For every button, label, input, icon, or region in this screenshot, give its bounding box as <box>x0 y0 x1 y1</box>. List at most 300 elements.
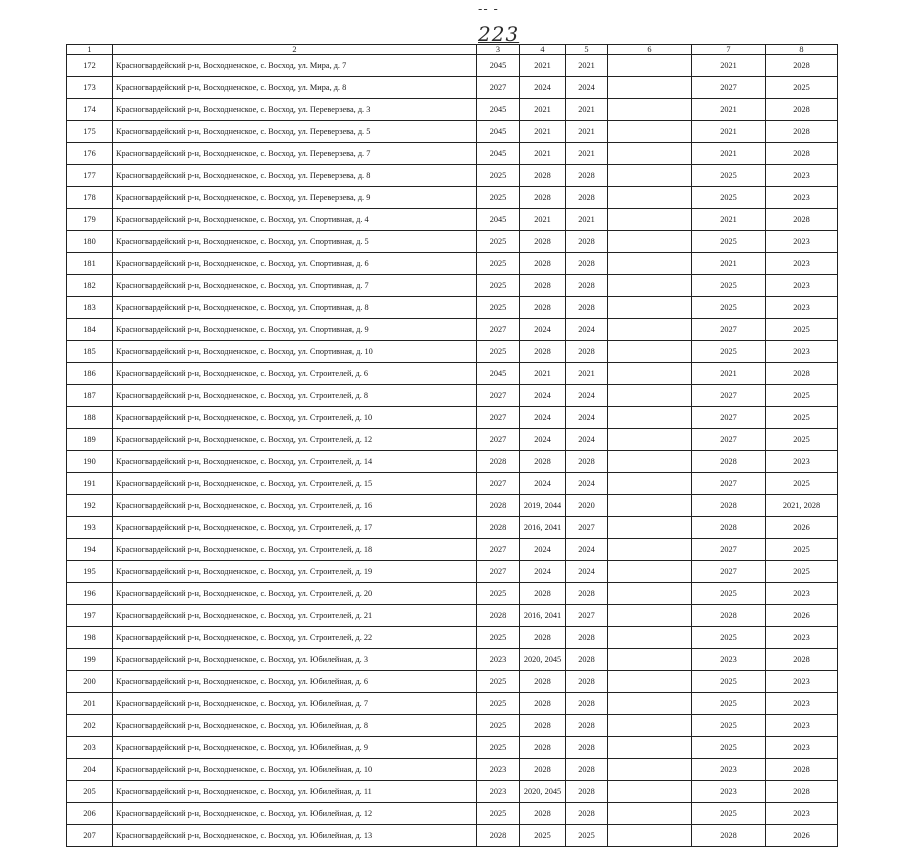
cell-address: Красногвардейский р-н, Восходненское, с. Восход, ул. Строителей, д. 21 <box>113 605 477 627</box>
cell-col-6 <box>608 583 692 605</box>
cell-address: Красногвардейский р-н, Восходненское, с. Восход, ул. Мира, д. 8 <box>113 77 477 99</box>
table-row <box>67 275 838 297</box>
cell-col-3: 2027 <box>477 77 520 99</box>
header-row <box>67 45 838 55</box>
cell-col-8: 2025 <box>766 561 838 583</box>
cell-col-8: 2023 <box>766 715 838 737</box>
cell-col-5: 2028 <box>566 275 608 297</box>
cell-col-7: 2025 <box>692 737 766 759</box>
cell-col-8: 2028 <box>766 363 838 385</box>
cell-address: Красногвардейский р-н, Восходненское, с. Восход, ул. Строителей, д. 10 <box>113 407 477 429</box>
cell-col-3: 2025 <box>477 253 520 275</box>
cell-row-number: 187 <box>67 385 113 407</box>
cell-col-6 <box>608 275 692 297</box>
table-row <box>67 781 838 803</box>
column-header-8: 8 <box>766 45 838 55</box>
cell-col-4: 2028 <box>520 583 566 605</box>
column-header-5: 5 <box>566 45 608 55</box>
cell-col-3: 2045 <box>477 363 520 385</box>
table-row <box>67 341 838 363</box>
cell-col-4: 2028 <box>520 297 566 319</box>
table-row <box>67 187 838 209</box>
cell-col-7: 2027 <box>692 407 766 429</box>
cell-col-8: 2025 <box>766 319 838 341</box>
cell-col-6 <box>608 561 692 583</box>
cell-col-5: 2028 <box>566 715 608 737</box>
cell-col-5: 2021 <box>566 209 608 231</box>
cell-col-4: 2028 <box>520 693 566 715</box>
cell-col-8: 2023 <box>766 671 838 693</box>
cell-col-6 <box>608 715 692 737</box>
cell-col-3: 2045 <box>477 143 520 165</box>
cell-col-8: 2026 <box>766 825 838 847</box>
table-row <box>67 825 838 847</box>
cell-col-6 <box>608 539 692 561</box>
column-header-3: 3 <box>477 45 520 55</box>
cell-col-3: 2023 <box>477 781 520 803</box>
cell-col-5: 2028 <box>566 231 608 253</box>
cell-col-3: 2025 <box>477 275 520 297</box>
cell-col-4: 2028 <box>520 803 566 825</box>
page-mark: -- - <box>478 2 499 16</box>
cell-col-4: 2021 <box>520 121 566 143</box>
cell-col-4: 2024 <box>520 429 566 451</box>
cell-address: Красногвардейский р-н, Восходненское, с. Восход, ул. Спортивная, д. 6 <box>113 253 477 275</box>
cell-col-7: 2028 <box>692 605 766 627</box>
cell-col-6 <box>608 737 692 759</box>
cell-address: Красногвардейский р-н, Восходненское, с. Восход, ул. Юбилейная, д. 10 <box>113 759 477 781</box>
table-row <box>67 495 838 517</box>
cell-col-7: 2028 <box>692 517 766 539</box>
cell-col-6 <box>608 495 692 517</box>
cell-col-5: 2028 <box>566 341 608 363</box>
cell-col-3: 2025 <box>477 341 520 363</box>
table-row <box>67 99 838 121</box>
cell-col-7: 2025 <box>692 715 766 737</box>
cell-col-7: 2025 <box>692 671 766 693</box>
cell-col-8: 2023 <box>766 583 838 605</box>
cell-row-number: 174 <box>67 99 113 121</box>
cell-col-6 <box>608 693 692 715</box>
cell-col-6 <box>608 165 692 187</box>
column-header-6: 6 <box>608 45 692 55</box>
cell-col-4: 2024 <box>520 77 566 99</box>
cell-address: Красногвардейский р-н, Восходненское, с. Восход, ул. Переверзева, д. 3 <box>113 99 477 121</box>
cell-col-8: 2023 <box>766 231 838 253</box>
cell-col-8: 2028 <box>766 759 838 781</box>
cell-col-3: 2027 <box>477 385 520 407</box>
cell-col-5: 2021 <box>566 99 608 121</box>
cell-col-5: 2028 <box>566 737 608 759</box>
cell-row-number: 196 <box>67 583 113 605</box>
cell-col-5: 2028 <box>566 671 608 693</box>
table-row <box>67 363 838 385</box>
cell-row-number: 197 <box>67 605 113 627</box>
cell-col-7: 2021 <box>692 209 766 231</box>
cell-col-5: 2021 <box>566 121 608 143</box>
cell-col-3: 2027 <box>477 539 520 561</box>
cell-col-8: 2026 <box>766 517 838 539</box>
cell-row-number: 181 <box>67 253 113 275</box>
cell-row-number: 199 <box>67 649 113 671</box>
cell-col-6 <box>608 385 692 407</box>
cell-address: Красногвардейский р-н, Восходненское, с. Восход, ул. Строителей, д. 16 <box>113 495 477 517</box>
cell-address: Красногвардейский р-н, Восходненское, с. Восход, ул. Строителей, д. 12 <box>113 429 477 451</box>
cell-col-7: 2023 <box>692 759 766 781</box>
cell-col-7: 2027 <box>692 77 766 99</box>
cell-col-4: 2028 <box>520 671 566 693</box>
cell-col-8: 2028 <box>766 209 838 231</box>
cell-col-6 <box>608 99 692 121</box>
cell-col-4: 2020, 2045 <box>520 649 566 671</box>
cell-col-4: 2028 <box>520 253 566 275</box>
cell-col-3: 2045 <box>477 55 520 77</box>
cell-col-6 <box>608 297 692 319</box>
cell-col-8: 2025 <box>766 473 838 495</box>
cell-col-8: 2023 <box>766 627 838 649</box>
cell-col-5: 2024 <box>566 561 608 583</box>
cell-row-number: 191 <box>67 473 113 495</box>
cell-col-5: 2021 <box>566 363 608 385</box>
cell-address: Красногвардейский р-н, Восходненское, с. Восход, ул. Переверзева, д. 9 <box>113 187 477 209</box>
cell-col-4: 2025 <box>520 825 566 847</box>
cell-col-5: 2028 <box>566 253 608 275</box>
cell-col-8: 2023 <box>766 451 838 473</box>
cell-col-7: 2021 <box>692 253 766 275</box>
cell-col-4: 2028 <box>520 451 566 473</box>
cell-col-6 <box>608 341 692 363</box>
cell-col-4: 2028 <box>520 715 566 737</box>
table-row <box>67 583 838 605</box>
cell-address: Красногвардейский р-н, Восходненское, с. Восход, ул. Переверзева, д. 5 <box>113 121 477 143</box>
cell-col-3: 2028 <box>477 605 520 627</box>
cell-address: Красногвардейский р-н, Восходненское, с. Восход, ул. Юбилейная, д. 11 <box>113 781 477 803</box>
cell-row-number: 173 <box>67 77 113 99</box>
cell-col-3: 2028 <box>477 825 520 847</box>
cell-col-3: 2025 <box>477 627 520 649</box>
cell-address: Красногвардейский р-н, Восходненское, с. Восход, ул. Спортивная, д. 8 <box>113 297 477 319</box>
cell-col-4: 2019, 2044 <box>520 495 566 517</box>
cell-col-3: 2027 <box>477 561 520 583</box>
table-row <box>67 517 838 539</box>
cell-col-3: 2025 <box>477 187 520 209</box>
cell-col-5: 2028 <box>566 187 608 209</box>
cell-col-6 <box>608 649 692 671</box>
cell-col-3: 2023 <box>477 649 520 671</box>
cell-col-7: 2025 <box>692 187 766 209</box>
cell-col-6 <box>608 55 692 77</box>
cell-col-7: 2027 <box>692 473 766 495</box>
table-row <box>67 539 838 561</box>
cell-address: Красногвардейский р-н, Восходненское, с. Восход, ул. Строителей, д. 8 <box>113 385 477 407</box>
table-row <box>67 165 838 187</box>
cell-row-number: 179 <box>67 209 113 231</box>
cell-row-number: 183 <box>67 297 113 319</box>
cell-col-3: 2025 <box>477 297 520 319</box>
cell-col-3: 2045 <box>477 209 520 231</box>
cell-row-number: 204 <box>67 759 113 781</box>
column-header-2: 2 <box>113 45 477 55</box>
cell-col-5: 2024 <box>566 319 608 341</box>
cell-col-8: 2023 <box>766 253 838 275</box>
table-row <box>67 253 838 275</box>
cell-col-8: 2025 <box>766 385 838 407</box>
table-row <box>67 319 838 341</box>
cell-col-4: 2021 <box>520 55 566 77</box>
cell-col-7: 2021 <box>692 55 766 77</box>
cell-row-number: 184 <box>67 319 113 341</box>
cell-col-4: 2028 <box>520 737 566 759</box>
cell-row-number: 194 <box>67 539 113 561</box>
cell-col-4: 2024 <box>520 473 566 495</box>
cell-row-number: 205 <box>67 781 113 803</box>
cell-col-6 <box>608 473 692 495</box>
cell-col-3: 2027 <box>477 429 520 451</box>
cell-col-4: 2016, 2041 <box>520 517 566 539</box>
table-row <box>67 649 838 671</box>
cell-col-3: 2027 <box>477 407 520 429</box>
cell-col-6 <box>608 363 692 385</box>
cell-col-7: 2025 <box>692 627 766 649</box>
cell-col-4: 2028 <box>520 165 566 187</box>
cell-col-6 <box>608 803 692 825</box>
cell-row-number: 189 <box>67 429 113 451</box>
cell-row-number: 198 <box>67 627 113 649</box>
cell-col-4: 2024 <box>520 319 566 341</box>
table-row <box>67 605 838 627</box>
cell-col-8: 2028 <box>766 99 838 121</box>
cell-col-5: 2027 <box>566 605 608 627</box>
cell-address: Красногвардейский р-н, Восходненское, с. Восход, ул. Юбилейная, д. 7 <box>113 693 477 715</box>
table-row <box>67 121 838 143</box>
cell-col-5: 2020 <box>566 495 608 517</box>
cell-col-3: 2028 <box>477 495 520 517</box>
cell-col-8: 2023 <box>766 341 838 363</box>
cell-row-number: 193 <box>67 517 113 539</box>
cell-row-number: 177 <box>67 165 113 187</box>
page-number: 223 <box>478 22 520 46</box>
cell-col-3: 2025 <box>477 165 520 187</box>
cell-col-7: 2021 <box>692 121 766 143</box>
cell-col-7: 2025 <box>692 165 766 187</box>
cell-col-5: 2028 <box>566 583 608 605</box>
cell-col-7: 2023 <box>692 781 766 803</box>
cell-address: Красногвардейский р-н, Восходненское, с. Восход, ул. Строителей, д. 6 <box>113 363 477 385</box>
cell-col-6 <box>608 627 692 649</box>
cell-col-7: 2027 <box>692 319 766 341</box>
cell-col-7: 2027 <box>692 429 766 451</box>
cell-row-number: 180 <box>67 231 113 253</box>
cell-row-number: 190 <box>67 451 113 473</box>
cell-col-7: 2021 <box>692 99 766 121</box>
cell-col-6 <box>608 671 692 693</box>
cell-address: Красногвардейский р-н, Восходненское, с. Восход, ул. Строителей, д. 17 <box>113 517 477 539</box>
cell-col-7: 2021 <box>692 143 766 165</box>
cell-col-4: 2021 <box>520 363 566 385</box>
table-row <box>67 231 838 253</box>
cell-address: Красногвардейский р-н, Восходненское, с. Восход, ул. Переверзева, д. 8 <box>113 165 477 187</box>
cell-col-3: 2025 <box>477 693 520 715</box>
cell-col-6 <box>608 209 692 231</box>
cell-col-7: 2027 <box>692 561 766 583</box>
table-row <box>67 451 838 473</box>
table-body <box>67 55 838 847</box>
cell-col-7: 2028 <box>692 495 766 517</box>
cell-col-5: 2021 <box>566 143 608 165</box>
cell-col-7: 2028 <box>692 825 766 847</box>
cell-row-number: 186 <box>67 363 113 385</box>
cell-col-6 <box>608 429 692 451</box>
cell-col-5: 2024 <box>566 429 608 451</box>
cell-col-8: 2028 <box>766 55 838 77</box>
cell-col-8: 2023 <box>766 187 838 209</box>
cell-col-5: 2028 <box>566 451 608 473</box>
cell-col-3: 2028 <box>477 451 520 473</box>
table-row <box>67 715 838 737</box>
table-row <box>67 737 838 759</box>
cell-col-4: 2024 <box>520 539 566 561</box>
cell-row-number: 203 <box>67 737 113 759</box>
cell-col-4: 2028 <box>520 231 566 253</box>
cell-col-7: 2025 <box>692 297 766 319</box>
cell-address: Красногвардейский р-н, Восходненское, с. Восход, ул. Спортивная, д. 9 <box>113 319 477 341</box>
cell-col-3: 2023 <box>477 759 520 781</box>
cell-address: Красногвардейский р-н, Восходненское, с. Восход, ул. Спортивная, д. 4 <box>113 209 477 231</box>
table-row <box>67 407 838 429</box>
cell-col-8: 2025 <box>766 539 838 561</box>
cell-col-4: 2028 <box>520 627 566 649</box>
cell-address: Красногвардейский р-н, Восходненское, с. Восход, ул. Юбилейная, д. 8 <box>113 715 477 737</box>
cell-address: Красногвардейский р-н, Восходненское, с. Восход, ул. Юбилейная, д. 12 <box>113 803 477 825</box>
table-row <box>67 561 838 583</box>
cell-col-3: 2025 <box>477 231 520 253</box>
cell-row-number: 192 <box>67 495 113 517</box>
cell-address: Красногвардейский р-н, Восходненское, с. Восход, ул. Спортивная, д. 10 <box>113 341 477 363</box>
column-header-7: 7 <box>692 45 766 55</box>
cell-col-3: 2027 <box>477 473 520 495</box>
cell-col-4: 2021 <box>520 99 566 121</box>
cell-col-7: 2027 <box>692 385 766 407</box>
cell-col-3: 2027 <box>477 319 520 341</box>
table-row <box>67 429 838 451</box>
cell-col-6 <box>608 187 692 209</box>
cell-row-number: 185 <box>67 341 113 363</box>
cell-col-7: 2025 <box>692 583 766 605</box>
cell-col-5: 2028 <box>566 165 608 187</box>
cell-col-7: 2025 <box>692 341 766 363</box>
cell-col-4: 2028 <box>520 187 566 209</box>
cell-row-number: 178 <box>67 187 113 209</box>
table-row <box>67 693 838 715</box>
cell-col-5: 2024 <box>566 385 608 407</box>
cell-col-4: 2024 <box>520 407 566 429</box>
table-row <box>67 473 838 495</box>
cell-col-7: 2025 <box>692 231 766 253</box>
cell-address: Красногвардейский р-н, Восходненское, с. Восход, ул. Строителей, д. 19 <box>113 561 477 583</box>
schedule-table <box>66 44 838 847</box>
cell-col-6 <box>608 825 692 847</box>
table-row <box>67 297 838 319</box>
cell-col-4: 2016, 2041 <box>520 605 566 627</box>
cell-col-5: 2025 <box>566 825 608 847</box>
cell-col-8: 2023 <box>766 297 838 319</box>
cell-col-5: 2027 <box>566 517 608 539</box>
cell-col-6 <box>608 759 692 781</box>
cell-col-7: 2023 <box>692 649 766 671</box>
cell-col-4: 2020, 2045 <box>520 781 566 803</box>
cell-col-6 <box>608 407 692 429</box>
cell-col-3: 2028 <box>477 517 520 539</box>
table-row <box>67 627 838 649</box>
cell-col-3: 2025 <box>477 737 520 759</box>
cell-col-8: 2028 <box>766 121 838 143</box>
cell-col-4: 2028 <box>520 759 566 781</box>
cell-col-7: 2025 <box>692 693 766 715</box>
cell-col-7: 2021 <box>692 363 766 385</box>
cell-row-number: 188 <box>67 407 113 429</box>
cell-col-5: 2028 <box>566 759 608 781</box>
cell-col-3: 2045 <box>477 99 520 121</box>
cell-col-6 <box>608 143 692 165</box>
cell-col-6 <box>608 121 692 143</box>
cell-col-5: 2028 <box>566 693 608 715</box>
cell-col-3: 2025 <box>477 583 520 605</box>
cell-col-8: 2023 <box>766 737 838 759</box>
cell-col-3: 2025 <box>477 803 520 825</box>
cell-address: Красногвардейский р-н, Восходненское, с. Восход, ул. Спортивная, д. 5 <box>113 231 477 253</box>
cell-col-8: 2023 <box>766 275 838 297</box>
cell-col-3: 2045 <box>477 121 520 143</box>
cell-col-7: 2025 <box>692 275 766 297</box>
cell-col-6 <box>608 319 692 341</box>
cell-address: Красногвардейский р-н, Восходненское, с. Восход, ул. Мира, д. 7 <box>113 55 477 77</box>
cell-col-5: 2024 <box>566 77 608 99</box>
cell-row-number: 201 <box>67 693 113 715</box>
cell-address: Красногвардейский р-н, Восходненское, с. Восход, ул. Юбилейная, д. 6 <box>113 671 477 693</box>
cell-col-5: 2024 <box>566 539 608 561</box>
cell-col-8: 2028 <box>766 781 838 803</box>
cell-col-4: 2024 <box>520 561 566 583</box>
cell-col-8: 2028 <box>766 143 838 165</box>
cell-col-5: 2028 <box>566 781 608 803</box>
cell-col-5: 2028 <box>566 627 608 649</box>
cell-col-5: 2028 <box>566 649 608 671</box>
cell-row-number: 176 <box>67 143 113 165</box>
cell-col-7: 2027 <box>692 539 766 561</box>
cell-col-5: 2024 <box>566 407 608 429</box>
cell-address: Красногвардейский р-н, Восходненское, с. Восход, ул. Строителей, д. 22 <box>113 627 477 649</box>
cell-col-4: 2024 <box>520 385 566 407</box>
table-row <box>67 209 838 231</box>
table-row <box>67 143 838 165</box>
table-row <box>67 803 838 825</box>
cell-col-6 <box>608 77 692 99</box>
cell-address: Красногвардейский р-н, Восходненское, с. Восход, ул. Строителей, д. 15 <box>113 473 477 495</box>
cell-address: Красногвардейский р-н, Восходненское, с. Восход, ул. Спортивная, д. 7 <box>113 275 477 297</box>
cell-col-4: 2028 <box>520 275 566 297</box>
cell-col-8: 2021, 2028 <box>766 495 838 517</box>
cell-address: Красногвардейский р-н, Восходненское, с. Восход, ул. Переверзева, д. 7 <box>113 143 477 165</box>
cell-col-6 <box>608 605 692 627</box>
cell-col-8: 2023 <box>766 803 838 825</box>
cell-row-number: 195 <box>67 561 113 583</box>
cell-row-number: 202 <box>67 715 113 737</box>
table-row <box>67 671 838 693</box>
cell-address: Красногвардейский р-н, Восходненское, с. Восход, ул. Юбилейная, д. 3 <box>113 649 477 671</box>
cell-col-3: 2025 <box>477 671 520 693</box>
cell-col-6 <box>608 781 692 803</box>
cell-col-8: 2025 <box>766 429 838 451</box>
